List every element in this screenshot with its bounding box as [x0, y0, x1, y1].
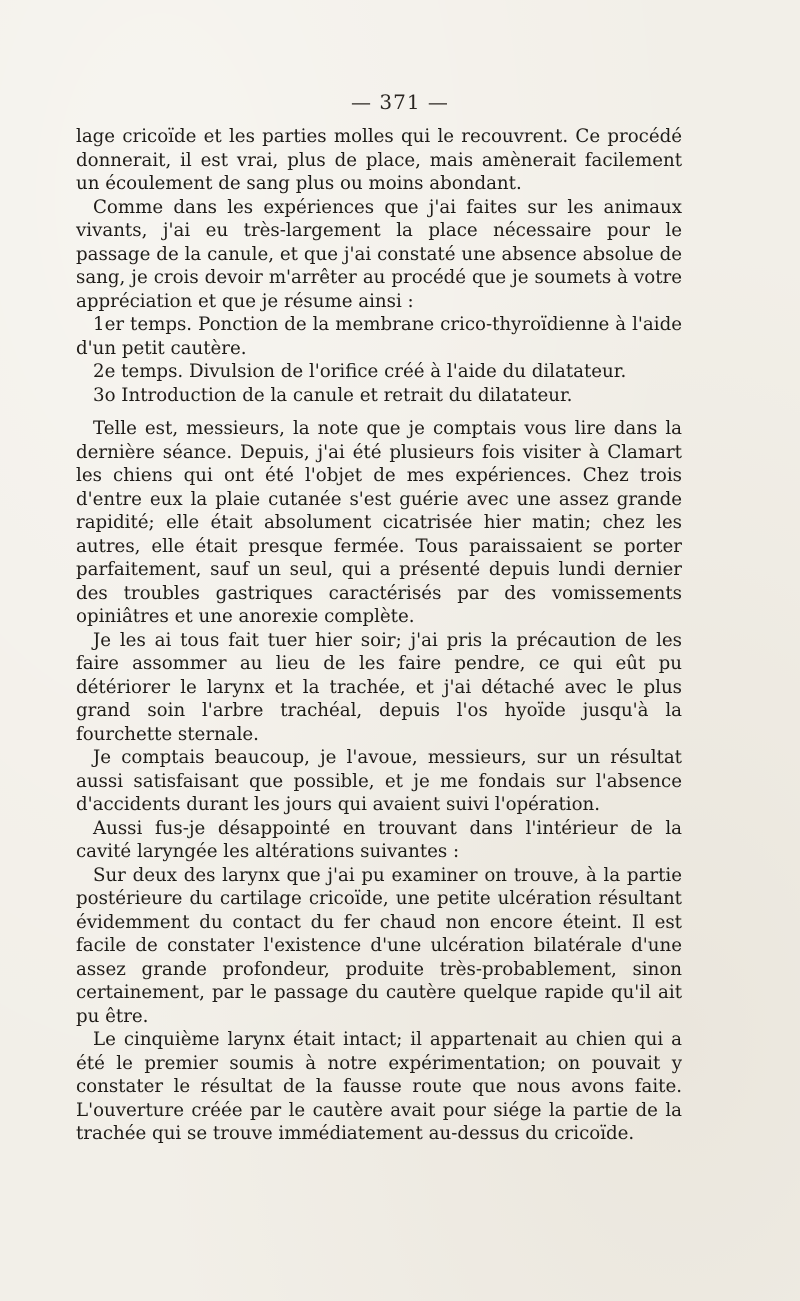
paragraph-fifth-larynx: Le cinquième larynx était intact; il appartenait au chien qui a été le premier soumis à notre expérimentation; on pouvait y constater le résultat de la fausse route que nous avons faite. L'ouverture créée par le cautère avait pour siége la partie de la trachée qui se trouve immédiatement au-dessus du cricoïde. [76, 1029, 682, 1144]
paragraph-expectation: Je comptais beaucoup, je l'avoue, messieurs, sur un résultat aussi satisfaisant que possible, et je me fondais sur l'absence d'accidents durant les jours qui avaient suivi l'opération. [76, 747, 682, 815]
paragraph-killed: Je les ai tous fait tuer hier soir; j'ai pris la précaution de les faire assommer au lieu de les faire pendre, ce qui eût pu détériorer le larynx et la trachée, et j'ai détaché avec le plus grand soin l'arbre trachéal, depuis l'os hyoïde jusqu'à la fourchette sternale. [76, 629, 682, 745]
paragraph-disappointed: Aussi fus-je désappointé en trouvant dans l'intérieur de la cavité laryngée les altérations suivantes : [76, 817, 682, 862]
paragraph-two-larynx: Sur deux des larynx que j'ai pu examiner on trouve, à la partie postérieure du cartilage cricoïde, une petite ulcération résultant évidemment du contact du fer chaud non encore éteint. Il est facile de constater l'existence d'une ulcération bilatérale d'une assez grande profondeur, produite très-probablement, sinon certainement, par le passage du cautère quelque rapide qu'il ait pu être. [76, 864, 682, 1027]
paragraph-continuation: lage cricoïde et les parties molles qui le recouvrent. Ce procédé donnerait, il est vrai, plus de place, mais amènerait facilement un écoulement de sang plus ou moins abondant. [76, 126, 682, 194]
page-number: — 371 — [351, 90, 449, 114]
paragraph-note: Telle est, messieurs, la note que je comptais vous lire dans la dernière séance. Depuis, j'ai été plusieurs fois visiter à Clamart les chiens qui ont été l'objet de mes expériences. Chez trois d'entre eux la plaie cutanée s'est guérie avec une assez grande rapidité; elle était absolument cicatrisée hier matin; chez les autres, elle était presque fermée. Tous paraissaient se porter parfaitement, sauf un seul, qui a présenté depuis lundi dernier des troubles gastriques caractérisés par des vomissements opiniâtres et une anorexie complète. [76, 418, 682, 627]
paragraph-experiences: Comme dans les expériences que j'ai faites sur les animaux vivants, j'ai eu très-largement la place nécessaire pour le passage de la canule, et que j'ai constaté une absence absolue de sang, je crois devoir m'arrêter au procédé que je soumets à votre appréciation et que je résume ainsi : [76, 196, 682, 312]
step-1: 1er temps. Ponction de la membrane crico-thyroïdienne à l'aide d'un petit cautère. [76, 314, 682, 359]
step-2: 2e temps. Divulsion de l'orifice créé à l'aide du dilatateur. [93, 361, 627, 382]
step-3: 3o Introduction de la canule et retrait du dilatateur. [93, 384, 573, 406]
body-text [76, 125, 682, 1146]
